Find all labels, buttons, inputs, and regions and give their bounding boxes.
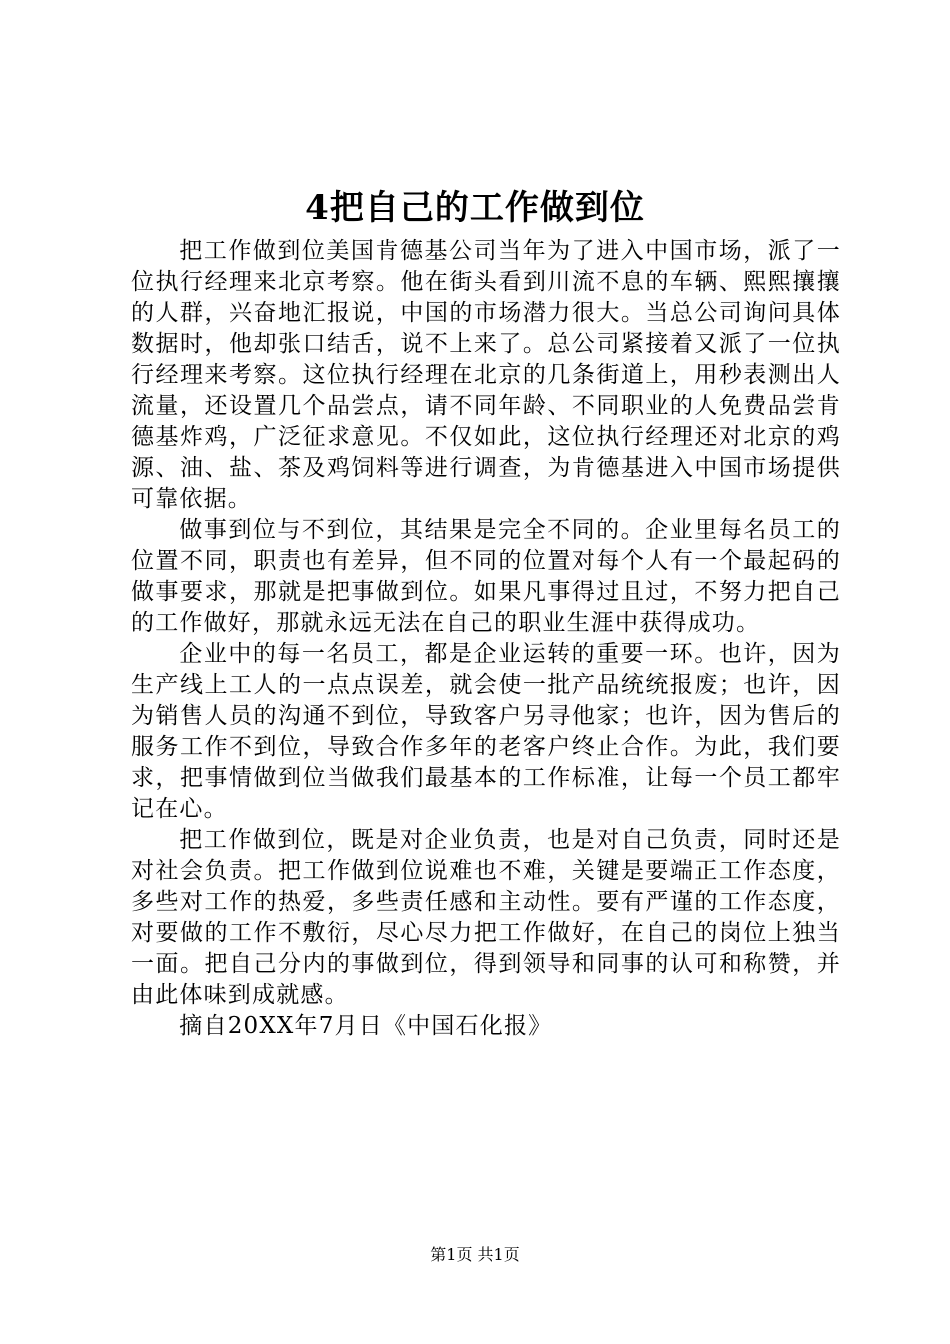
document-body — [131, 236, 841, 1042]
paragraph-2: 做事到位与不到位，其结果是完全不同的。企业里每名员工的位置不同，职责也有差异，但不同的位置对每个人有一个最起码的做事要求，那就是把事做到位。如果凡事得过且过，不努力把自己的工作做好，那就永远无法在自己的职业生涯中获得成功。 — [131, 517, 841, 636]
document-title: 4把自己的工作做到位 — [305, 188, 645, 228]
source-citation: 摘自20XX年7月日《中国石化报》 — [179, 1013, 553, 1039]
paragraph-3: 企业中的每一名员工，都是企业运转的重要一环。也许，因为生产线上工人的一点点误差，就会使一批产品统统报废；也许，因为销售人员的沟通不到位，导致客户另寻他家；也许，因为售后的服务工作不到位，导致合作多年的老客户终止合作。为此，我们要求，把事情做到位当做我们最基本的工作标准，让每一个员工都牢记在心。 — [131, 641, 841, 822]
paragraph-1: 把工作做到位美国肯德基公司当年为了进入中国市场，派了一位执行经理来北京考察。他在街头看到川流不息的车辆、熙熙攘攘的人群，兴奋地汇报说，中国的市场潜力很大。当总公司询问具体数据时，他却张口结舌，说不上来了。总公司紧接着又派了一位执行经理来考察。这位执行经理在北京的几条街道上，用秒表测出人流量，还设置几个品尝点，请不同年龄、不同职业的人免费品尝肯德基炸鸡，广泛征求意见。不仅如此，这位执行经理还对北京的鸡源、油、盐、茶及鸡饲料等进行调查，为肯德基进入中国市场提供可靠依据。 — [131, 238, 841, 512]
paragraph-4: 把工作做到位，既是对企业负责，也是对自己负责，同时还是对社会负责。把工作做到位说难也不难，关键是要端正工作态度，多些对工作的热爱，多些责任感和主动性。要有严谨的工作态度，对要做的工作不敷衍，尽心尽力把工作做好，在自己的岗位上独当一面。把自己分内的事做到位，得到领导和同事的认可和称赞，并由此体味到成就感。 — [131, 827, 841, 1008]
page-number-footer: 第1页 共1页 — [430, 1245, 520, 1264]
